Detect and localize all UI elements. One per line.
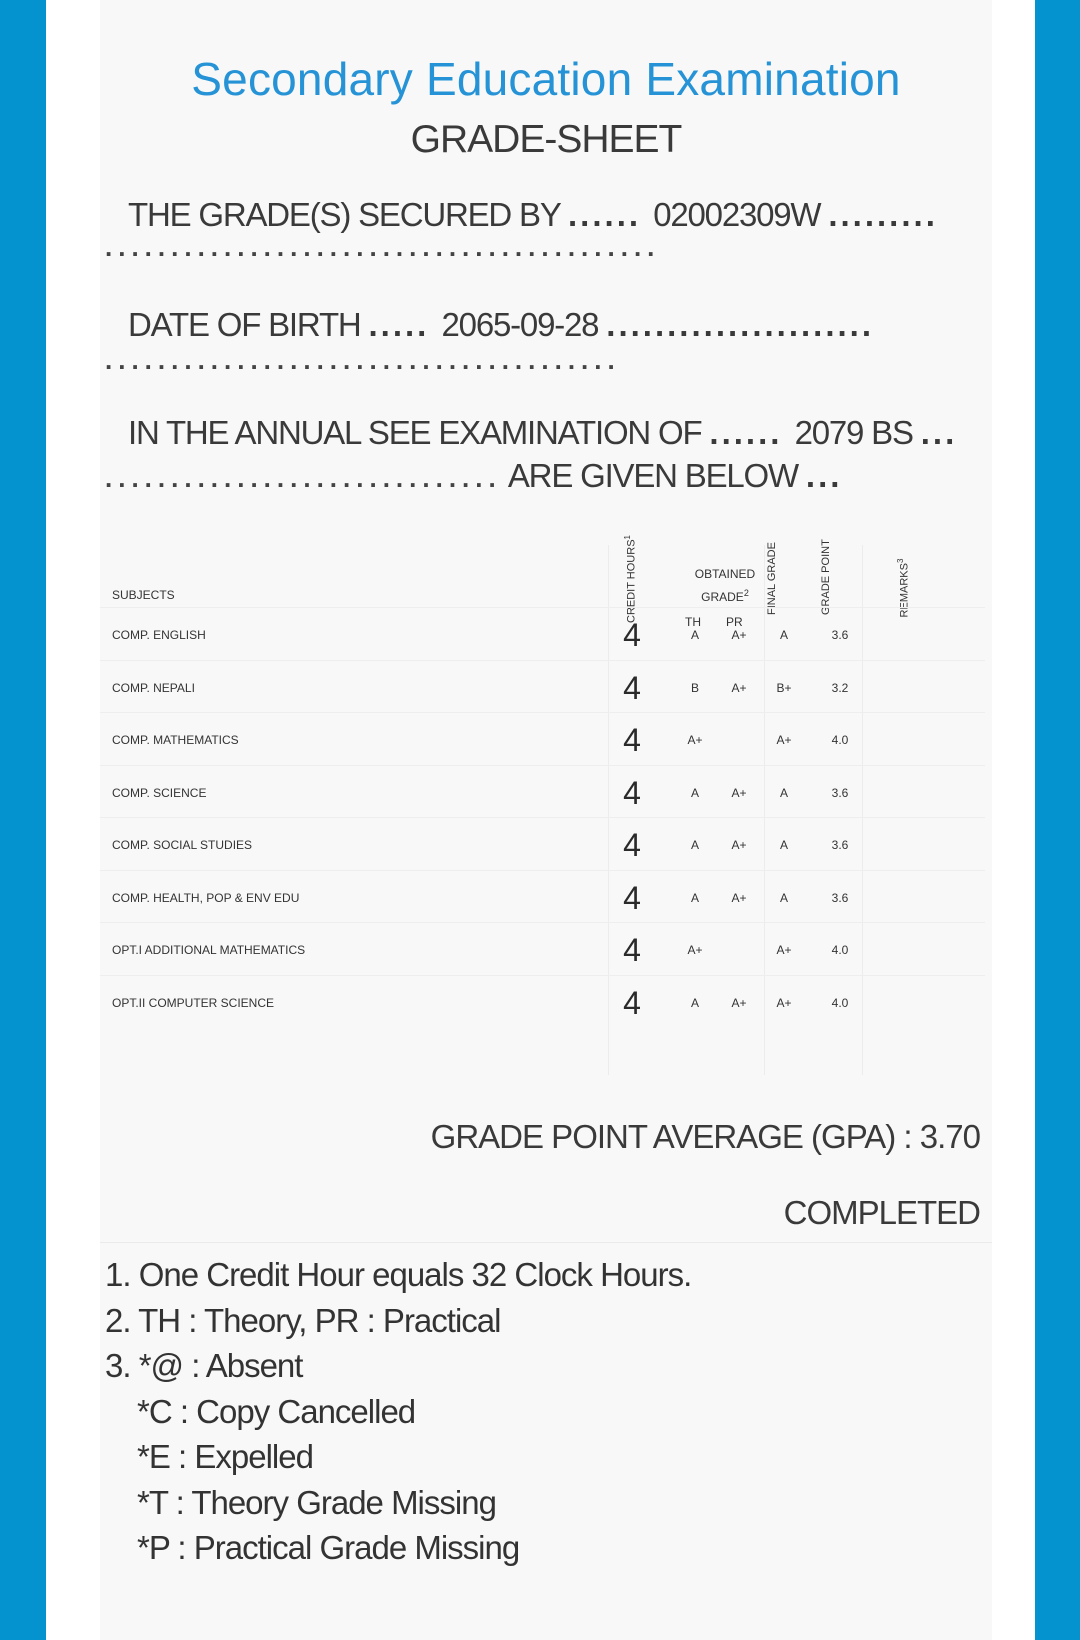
footnote-item: *E : Expelled [137,1438,313,1475]
obtained-grade-header [690,565,760,607]
subject-name: COMP. MATHEMATICS [112,733,239,747]
practical-grade: A+ [731,680,747,695]
dot-leader: ...... [568,196,654,233]
table-row [100,607,985,662]
dot-leader: ... [920,414,958,451]
theory-grade: A+ [687,943,703,957]
practical-grade: A+ [731,890,747,905]
subject-name: COMP. NEPALI [112,680,195,695]
footnote-item: *P : Practical Grade Missing [137,1529,520,1566]
footnote-marker: 1 [623,535,632,540]
exam-label: IN THE ANNUAL SEE EXAMINATION OF [128,414,702,451]
subject-name: OPT.II COMPUTER SCIENCE [112,995,275,1010]
final-grade: A [779,838,788,852]
grade-sheet-card [100,0,992,1640]
theory-grade: B [690,680,699,695]
secured-by-label: THE GRADE(S) SECURED BY [128,196,561,233]
table-row [100,975,985,1030]
grade-point: 3.6 [831,785,849,800]
table-row [100,922,985,977]
practical-grade [722,923,756,977]
table-row [100,660,985,715]
credit-hours: 4 [623,984,641,1021]
credit-hours: 4 [623,617,641,653]
grade-point: 3.6 [831,628,849,642]
final-grade: A+ [776,943,792,957]
credit-hours: 4 [623,932,641,968]
dot-leader: ... [805,457,843,494]
th-header: TH [685,615,701,629]
grade-point: 3.6 [831,890,849,905]
subject-name: COMP. SOCIAL STUDIES [112,838,253,852]
remarks-label: REMARKS [898,563,911,618]
dob-value: 2065-09-28 [441,306,599,343]
dot-leader: ..... [368,306,442,343]
credit-hours: 4 [623,879,641,916]
credit-hours: 4 [623,669,641,706]
grade-point: 3.2 [831,680,849,695]
credit-hours: 4 [623,774,641,811]
grades-table [100,535,985,1075]
final-grade: A [779,890,788,905]
practical-grade: A+ [731,838,747,852]
result-status: COMPLETED [783,1194,980,1231]
practical-grade [722,713,756,767]
practical-grade: A+ [731,785,747,800]
exam-tail: ARE GIVEN BELOW [507,457,798,494]
grade-point: 3.6 [831,838,849,852]
theory-grade: A [690,995,699,1010]
grade-point: 4.0 [831,995,849,1010]
exam-line-2 [105,457,842,495]
theory-grade: A+ [687,733,703,747]
footnote-item: *T : Theory Grade Missing [137,1483,496,1521]
dot-leader: ...................... [606,306,875,343]
dot-leader: ...... [709,414,795,451]
grade-point: 4.0 [831,943,849,957]
theory-grade: A [690,890,699,905]
footnote-item: 1. One Credit Hour equals 32 Clock Hours. [105,1256,692,1293]
divider [100,1242,992,1243]
final-grade: A [779,628,788,642]
final-grade: B+ [776,680,792,695]
table-row [100,712,985,767]
theory-grade: A [690,785,699,800]
dot-leader: ......... [828,196,938,233]
credit-hours: 4 [623,722,641,758]
footnote-marker: 2 [743,588,749,598]
theory-grade: A [690,838,699,852]
table-row [100,870,985,925]
dot-leader: .............................. [105,463,502,493]
final-grade-header: FINAL GRADE [766,542,778,615]
footnote-item: 3. *@ : Absent [105,1347,303,1384]
grade-point-header: GRADE POINT [820,539,832,615]
final-grade: A [779,785,788,800]
dob-line [128,306,874,344]
secured-by-line [128,196,938,234]
subject-name: OPT.I ADDITIONAL MATHEMATICS [112,943,306,957]
symbol-number: 02002309W [653,196,821,233]
subject-name: COMP. SCIENCE [112,785,207,800]
grade-label: GRADE [701,590,744,604]
table-row [100,817,985,872]
footnote-marker: 3 [896,558,905,564]
gpa-value: GRADE POINT AVERAGE (GPA) : 3.70 [430,1118,980,1155]
page-title: Secondary Education Examination [191,53,901,105]
dob-label: DATE OF BIRTH [128,306,361,343]
footnote-item: 2. TH : Theory, PR : Practical [105,1301,501,1339]
dot-leader-row: .......................................... [105,232,661,262]
exam-year: 2079 BS [794,414,913,451]
subject-name: COMP. ENGLISH [112,628,206,642]
final-grade: A+ [776,733,792,747]
pr-header: PR [726,615,743,629]
dot-leader-row: ....................................... [105,345,621,375]
exam-line [128,414,957,452]
grade-point: 4.0 [831,733,849,747]
theory-grade: A [690,628,699,642]
practical-grade: A+ [731,995,747,1010]
left-border [0,0,46,1640]
table-row [100,765,985,820]
obtained-label: OBTAINED [694,567,756,581]
practical-grade: A+ [731,628,747,642]
footnotes [105,1252,691,1571]
page-subtitle: GRADE-SHEET [410,118,682,161]
subjects-header: SUBJECTS [112,588,175,602]
credit-hours-label: CREDIT HOURS [625,539,638,623]
footnote-item: *C : Copy Cancelled [137,1392,416,1430]
credit-hours: 4 [623,827,641,863]
right-border [1035,0,1080,1640]
subject-name: COMP. HEALTH, POP & ENV EDU [112,890,300,905]
final-grade: A+ [776,995,792,1010]
